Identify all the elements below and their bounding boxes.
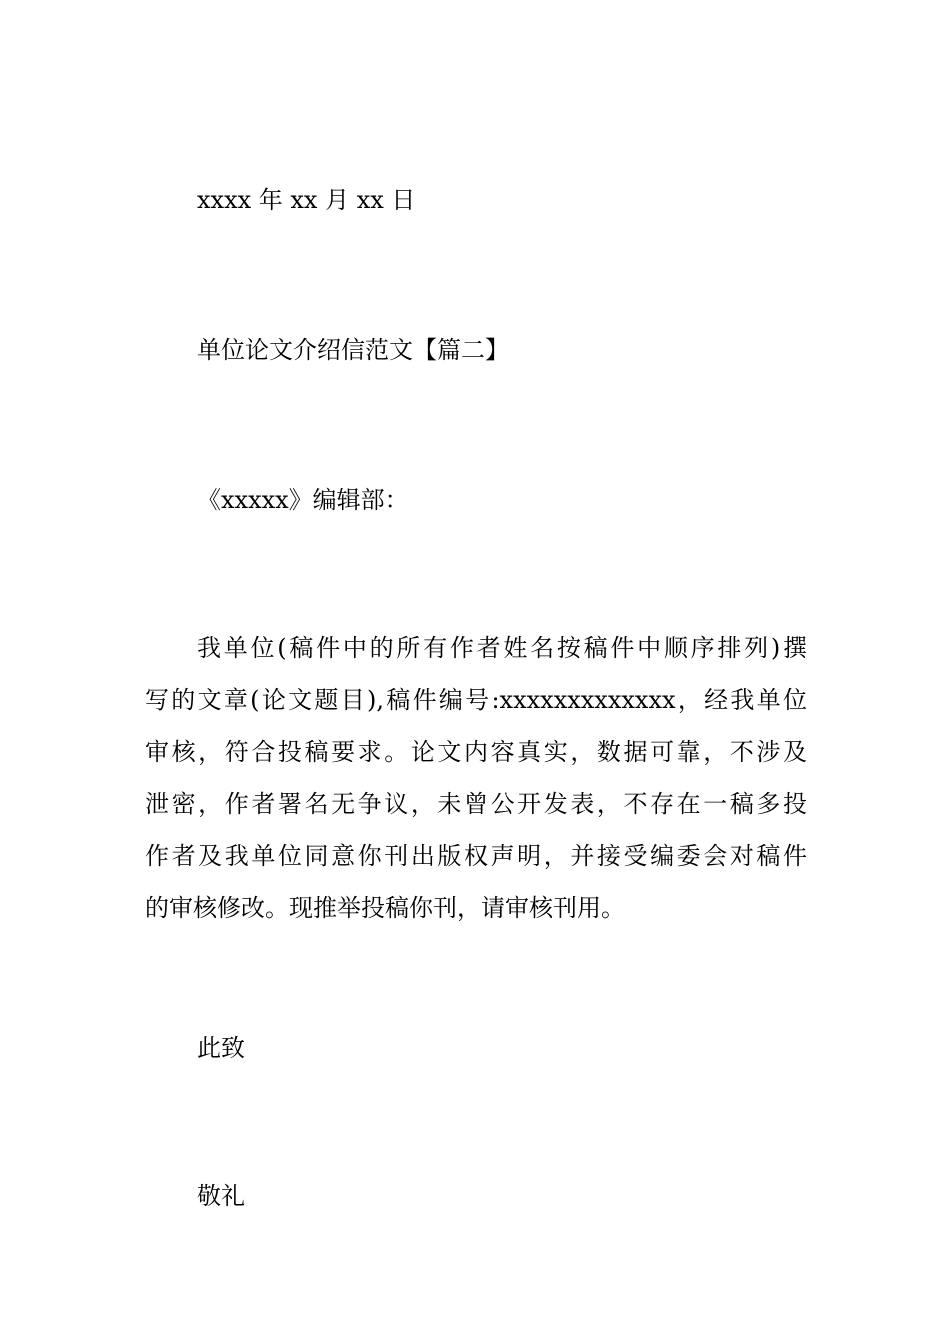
document-heading: 单位论文介绍信范文【篇二】 [197,336,509,364]
closing-jingli: 敬礼 [197,1182,245,1210]
body-line-3: 审核，符合投稿要求。论文内容真实，数据可靠，不涉及 [145,738,807,766]
body-line-2: 写的文章(论文题目),稿件编号:xxxxxxxxxxxxx，经我单位 [145,686,807,714]
body-line-5: 作者及我单位同意你刊出版权声明，并接受编委会对稿件 [145,842,807,870]
body-line-4: 泄密，作者署名无争议，未曾公开发表，不存在一稿多投 [145,790,807,818]
body-line-6: 的审核修改。现推举投稿你刊，请审核刊用。 [145,894,625,922]
closing-cizhi: 此致 [197,1034,245,1062]
date-line: xxxx 年 xx 月 xx 日 [197,186,416,214]
body-paragraph [145,632,807,944]
body-line-1: 我单位(稿件中的所有作者姓名按稿件中顺序排列)撰 [197,634,807,662]
salutation: 《xxxxx》编辑部： [197,486,409,514]
